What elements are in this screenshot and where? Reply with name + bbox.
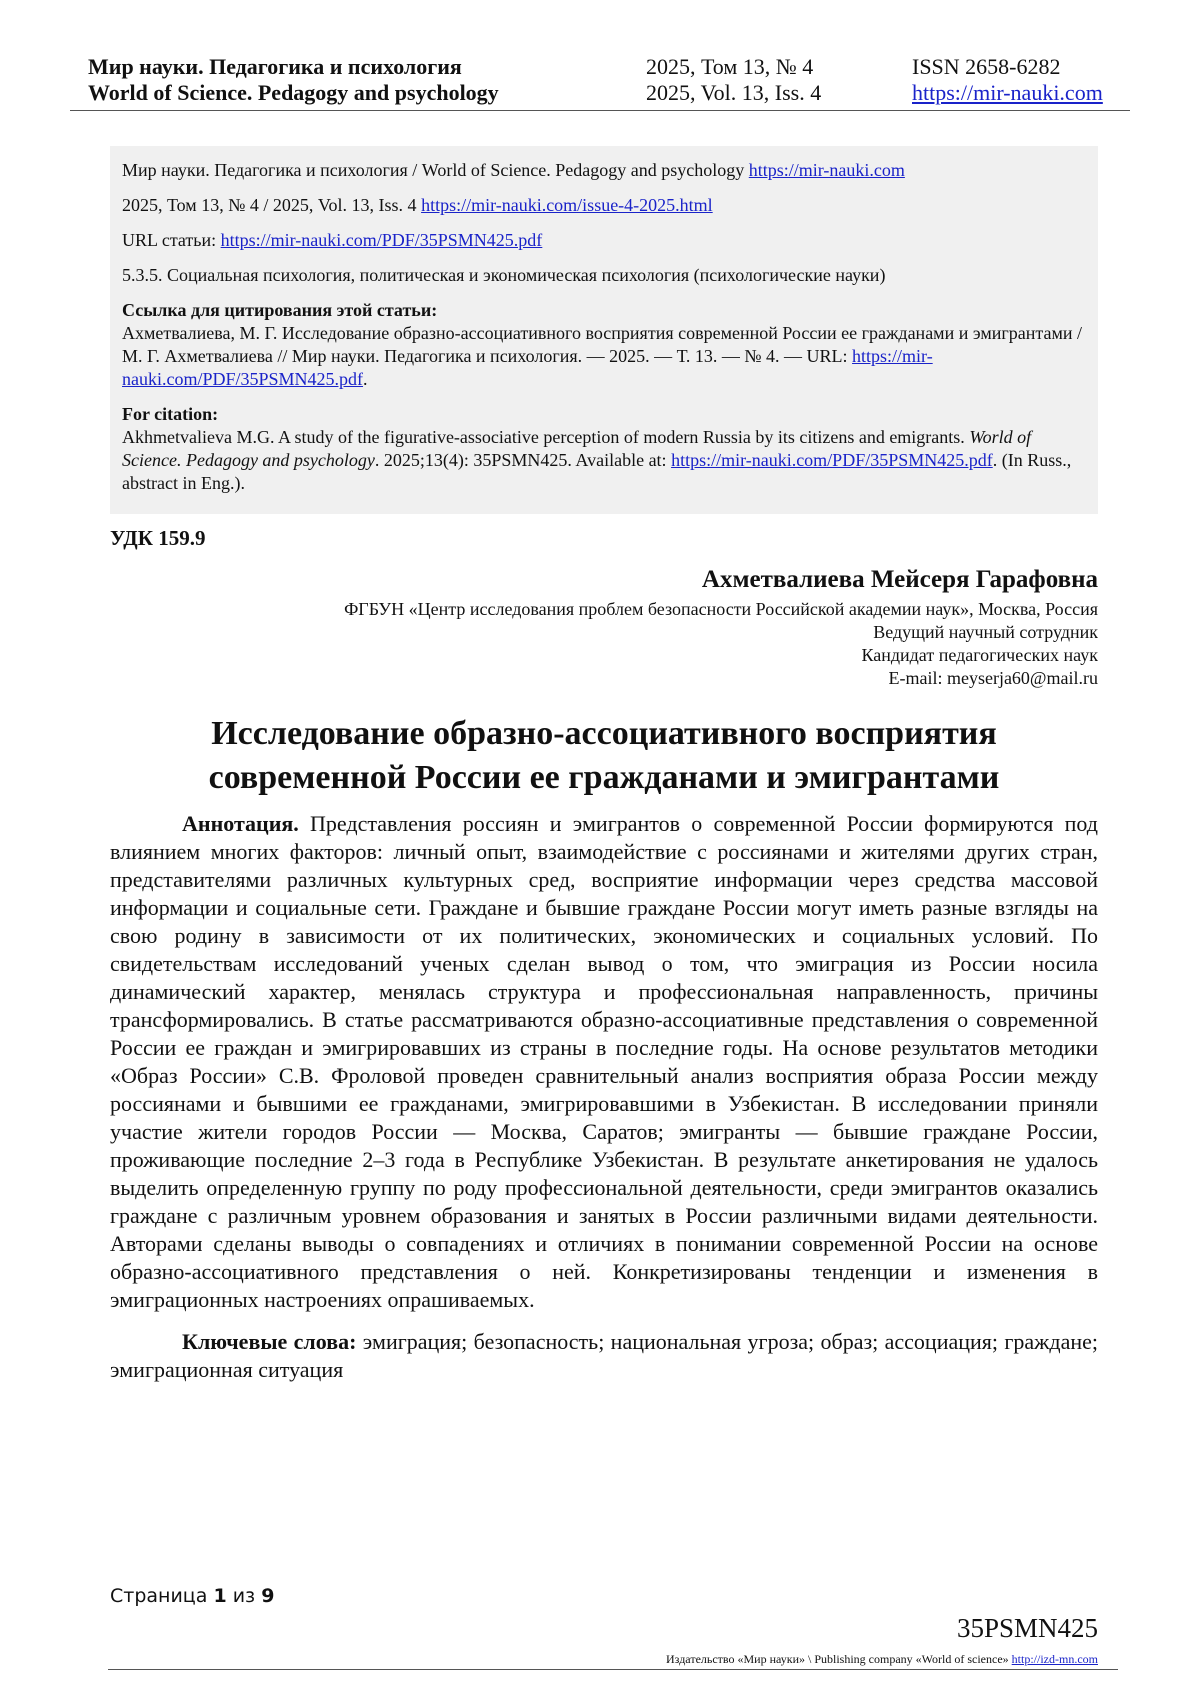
issue-block xyxy=(646,54,821,106)
citation-en-text: Akhmetvalieva M.G. A study of the figurative-associative perception of modern Russia by its citizens and emigrants. xyxy=(122,427,970,447)
keywords xyxy=(110,1328,1098,1384)
info-journal-link[interactable]: https://mir-nauki.com xyxy=(748,160,905,180)
author-position: Ведущий научный сотрудник xyxy=(873,622,1098,642)
udk-code: УДК 159.9 xyxy=(110,526,206,550)
citation-ru-text: Ахметвалиева, М. Г. Исследование образно-ассоциативного восприятия современной России ее гражданами и эмигрантами / М. Г. Ахметвалиева // Мир науки. Педагогика и психология. — 2025. — Т. 13. — № 4. — URL: xyxy=(122,323,1083,366)
issue-en: 2025, Vol. 13, Iss. 4 xyxy=(646,80,822,105)
issue-ru: 2025, Том 13, № 4 xyxy=(646,54,814,79)
journal-title-block xyxy=(88,54,499,106)
info-url-line: URL статьи: https://mir-nauki.com/PDF/35PSMN425.pdf xyxy=(122,230,543,250)
info-journal-line: Мир науки. Педагогика и психология / World of Science. Pedagogy and psychology https://mir-nauki.com xyxy=(122,160,905,180)
running-header xyxy=(88,54,1130,106)
publisher-link[interactable]: http://izd-mn.com xyxy=(1011,1652,1098,1666)
citation-ru-heading: Ссылка для цитирования этой статьи: xyxy=(122,300,438,320)
abstract xyxy=(110,810,1098,1314)
citation-en-heading: For citation: xyxy=(122,404,219,424)
page-total: 9 xyxy=(261,1585,275,1607)
citation-en-link[interactable]: https://mir-nauki.com/PDF/35PSMN425.pdf xyxy=(671,450,993,470)
author-email: E-mail: meyserja60@mail.ru xyxy=(888,668,1098,688)
info-issue-link[interactable]: https://mir-nauki.com/issue-4-2025.html xyxy=(421,195,713,215)
article-body xyxy=(110,810,1098,1384)
info-issue-line: 2025, Том 13, № 4 / 2025, Vol. 13, Iss. 4 https://mir-nauki.com/issue-4-2025.html xyxy=(122,195,713,215)
issn: ISSN 2658-6282 xyxy=(912,54,1061,79)
journal-title-en: World of Science. Pedagogy and psychology xyxy=(88,80,499,105)
journal-site-link[interactable]: https://mir-nauki.com xyxy=(912,80,1103,105)
page-current: 1 xyxy=(213,1585,227,1607)
citation-ru-link[interactable]: https://mir-nauki.com/PDF/35PSMN425.pdf xyxy=(122,346,933,389)
article-code: 35PSMN425 xyxy=(956,1613,1098,1643)
abstract-label: Аннотация. xyxy=(182,811,299,836)
publisher-line: Издательство «Мир науки» \ Publishing company «World of science» http://izd-mn.com xyxy=(666,1652,1098,1667)
citation-ru: Ссылка для цитирования этой статьи: Ахметвалиева, М. Г. Исследование образно-ассоциативного восприятия современной России ее гражданами и эмигрантами / М. Г. Ахметвалиева // Мир науки. Педагогика и психология. — 2025. — Т. 13. — № 4. — URL: https://mir-nauki.com/PDF/35PSMN425.pdf. xyxy=(122,300,1083,389)
citation-en-journal: World of Science. Pedagogy and psychology xyxy=(122,427,1032,470)
page-number: Страница 1 из 9 xyxy=(110,1585,275,1607)
abstract-text: Представления россиян и эмигрантов о современной России формируются под влиянием многих факторов: личный опыт, взаимодействие с россиянами и жителями других стран, представителями различных культурных сред, восприятие информации через средства массовой информации и социальные сети. Граждане и бывшие граждане России могут иметь разные взгляды на свою родину в зависимости от их политических, экономических и социальных условий. По свидетельствам исследований ученых сделан вывод о том, что эмиграция из России носила динамический характер, менялась структура и профессиональная направленность, причины трансформировались. В статье рассматриваются образно-ассоциативные представления о современной России ее граждан и эмигрировавших из страны в последние годы. На основе результатов методики «Образ России» С.В. Фроловой проведен сравнительный анализ восприятия образа России между россиянами и бывшими ее гражданами, эмигрировавшими в Узбекистан. В исследовании приняли участие жители городов России — Москва, Саратов; эмигранты — бывшие граждане России, проживающие последние 2–3 года в Республике Узбекистан. В результате анкетирования не удалось выделить определенную группу по роду профессиональной деятельности, среди эмигрантов оказались граждане с различным уровнем образования и занятых в России различными видами деятельности. Авторами сделаны выводы о совпадениях и отличиях в понимании современной России на основе образно-ассоциативного представления о ней. Конкретизированы тенденции и изменения в эмиграционных настроениях опрашиваемых. xyxy=(110,811,1098,1312)
issn-block xyxy=(912,54,1103,106)
info-article-url-link[interactable]: https://mir-nauki.com/PDF/35PSMN425.pdf xyxy=(220,230,543,250)
title-line-2: современной России ее гражданами и эмигрантами xyxy=(208,759,1000,796)
keywords-text: эмиграция; безопасность; национальная угроза; образ; ассоциация; граждане; эмиграционная ситуация xyxy=(110,1329,1098,1382)
author-name: Ахметвалиева Мейсеря Гарафовна xyxy=(701,566,1098,593)
keywords-label: Ключевые слова: xyxy=(182,1329,357,1354)
info-specialty-line: 5.3.5. Социальная психология, политическая и экономическая психология (психологические науки) xyxy=(122,265,886,285)
citation-en: For citation: Akhmetvalieva M.G. A study of the figurative-associative perception of modern Russia by its citizens and emigrants. World of Science. Pedagogy and psychology. 2025;13(4): 35PSMN425. Available at: https://mir-nauki.com/PDF/35PSMN425.pdf. (In Russ., abstract in Eng.). xyxy=(122,404,1072,493)
author-block xyxy=(198,564,1098,690)
article-title xyxy=(110,712,1098,800)
footer-divider xyxy=(108,1669,1118,1670)
author-degree: Кандидат педагогических наук xyxy=(861,645,1098,665)
header-divider xyxy=(70,110,1130,111)
journal-title-ru: Мир науки. Педагогика и психология xyxy=(88,54,462,79)
title-line-1: Исследование образно-ассоциативного восприятия xyxy=(211,715,997,752)
article-info-box xyxy=(110,146,1098,514)
author-affiliation: ФГБУН «Центр исследования проблем безопасности Российской академии наук», Москва, Россия xyxy=(344,599,1098,619)
